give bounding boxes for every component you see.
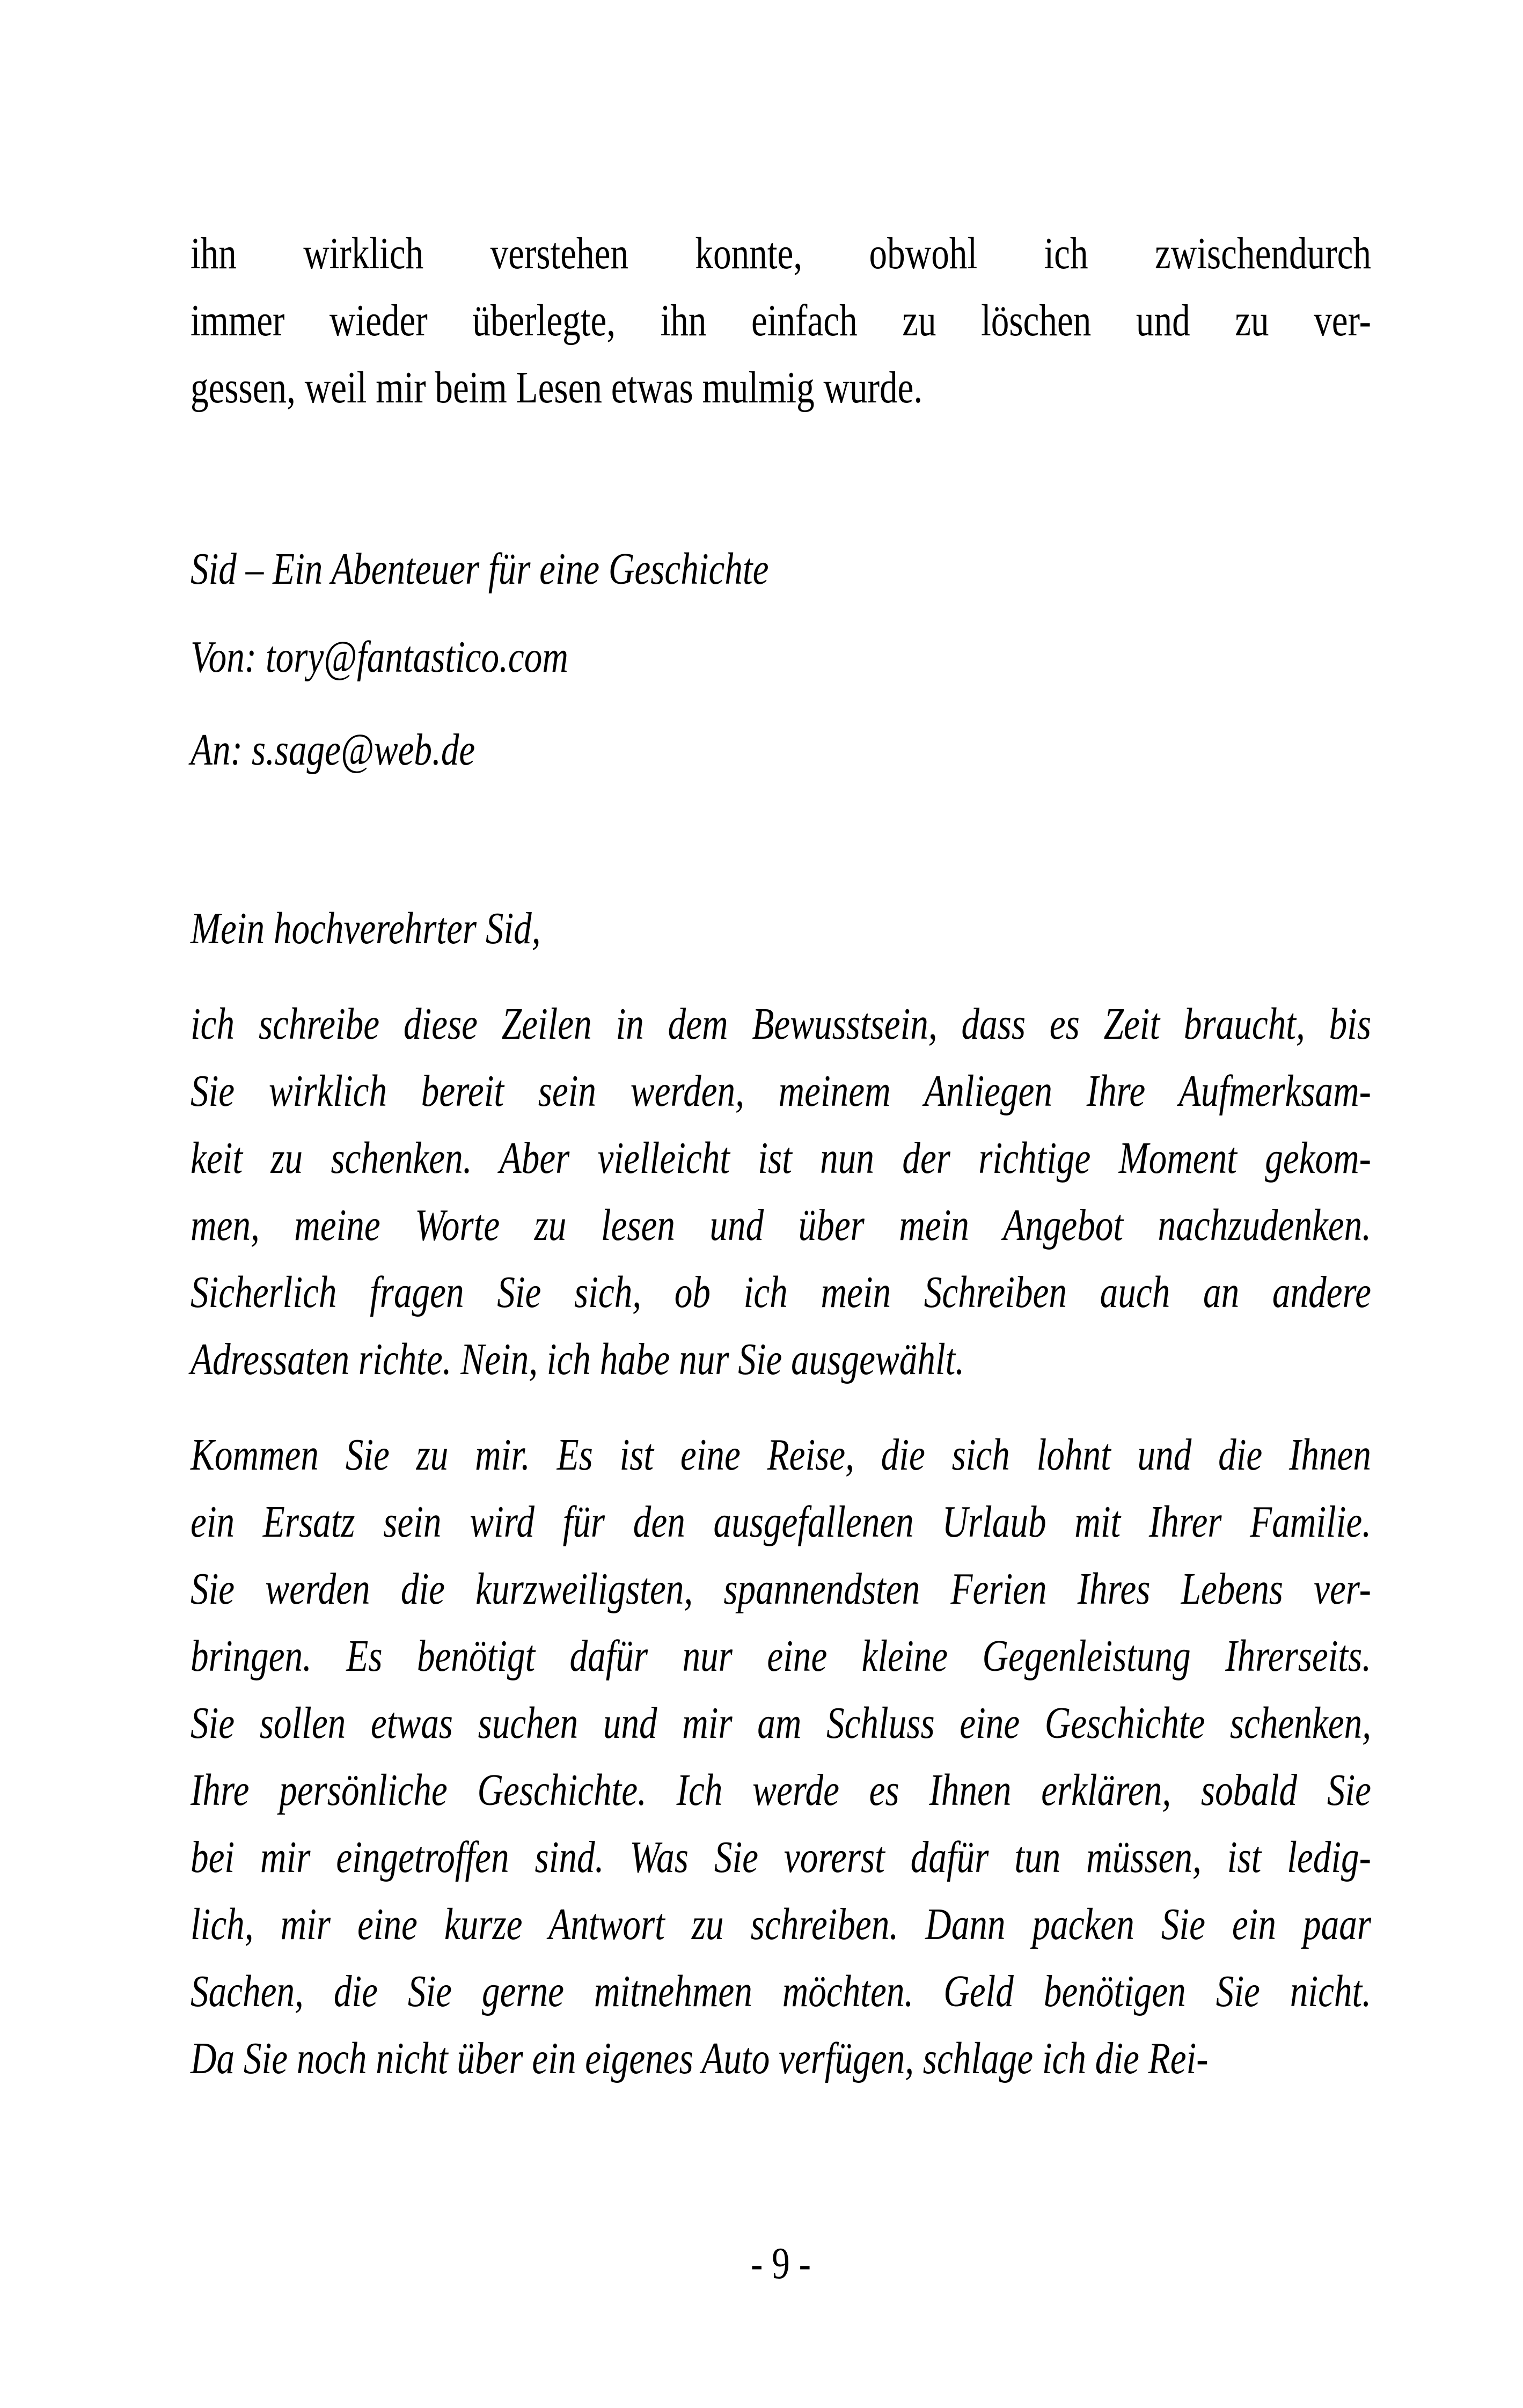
text-line: ich schreibe diese Zeilen in dem Bewusstsein, dass es Zeit braucht, bis [191,999,1371,1049]
email-salutation [191,895,1371,962]
text-column [191,0,1371,2297]
text-line: Von: tory@fantastico.com [191,632,568,682]
page-number: - 9 - [751,2238,811,2288]
text-line: Da Sie noch nicht über ein eigenes Auto verfügen, schlage ich die Rei- [191,2033,1209,2083]
text-line: immer wieder überlegte, ihn einfach zu löschen und zu ver- [191,296,1371,346]
text-line: Sie sollen etwas suchen und mir am Schluss eine Geschichte schenken, [191,1698,1371,1748]
text-line: Adressaten richte. Nein, ich habe nur Sie ausgewählt. [191,1334,965,1384]
text-line: ihn wirklich verstehen konnte, obwohl ich zwischendurch [191,229,1371,278]
email-subject-line [191,535,1371,603]
text-line: Sachen, die Sie gerne mitnehmen möchten. Geld benötigen Sie nicht. [191,1966,1371,2016]
text-line: Kommen Sie zu mir. Es ist eine Reise, die sich lohnt und die Ihnen [191,1430,1371,1480]
text-line: Mein hochverehrter Sid, [191,904,541,953]
text-line: bringen. Es benötigt dafür nur eine kleine Gegenleistung Ihrerseits. [191,1631,1371,1681]
text-line: lich, mir eine kurze Antwort zu schreiben. Dann packen Sie ein paar [191,1899,1371,1949]
email-body-paragraph-1 [191,990,1371,1393]
text-line: An: s.sage@web.de [191,725,475,775]
text-line: ein Ersatz sein wird für den ausgefallenen Urlaub mit Ihrer Familie. [191,1497,1371,1547]
email-from-line [191,623,1371,691]
text-line: Sicherlich fragen Sie sich, ob ich mein Schreiben auch an andere [191,1267,1371,1317]
text-line: men, meine Worte zu lesen und über mein Angebot nachzudenken. [191,1200,1371,1250]
text-line: Ihre persönliche Geschichte. Ich werde es Ihnen erklären, sobald Sie [191,1765,1371,1815]
text-line: keit zu schenken. Aber vielleicht ist nun der richtige Moment gekom- [191,1133,1371,1183]
email-to-line [191,716,1371,783]
email-body-paragraph-2 [191,1421,1371,2092]
text-line: Sie werden die kurzweiligsten, spannendsten Ferien Ihres Lebens ver- [191,1564,1371,1614]
narration-paragraph [191,220,1371,421]
text-line: bei mir eingetroffen sind. Was Sie vorerst dafür tun müssen, ist ledig- [191,1832,1371,1882]
text-line: gessen, weil mir beim Lesen etwas mulmig wurde. [191,363,923,413]
text-line: Sid – Ein Abenteuer für eine Geschichte [191,544,769,594]
text-line: Sie wirklich bereit sein werden, meinem Anliegen Ihre Aufmerksam- [191,1066,1371,1116]
